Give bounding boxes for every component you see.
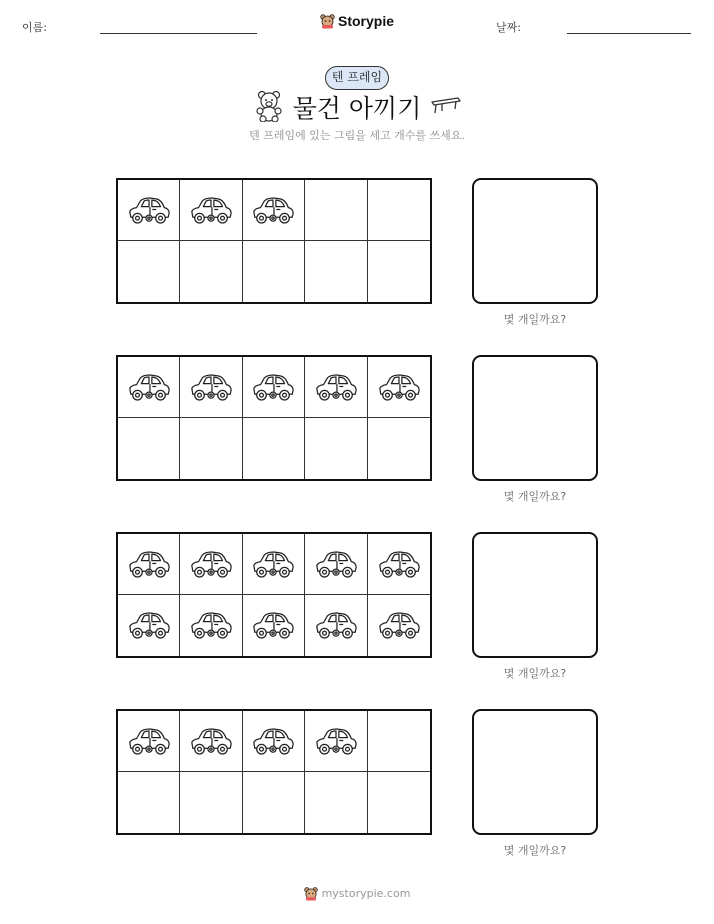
frame-cell <box>180 180 242 241</box>
frame-cell <box>118 711 180 772</box>
date-label: 날짜: <box>496 21 521 34</box>
car-icon <box>126 726 172 757</box>
bench-icon <box>430 96 462 114</box>
frame-cell <box>368 180 430 241</box>
car-icon <box>313 372 359 403</box>
frame-cell <box>180 711 242 772</box>
ten-frame <box>116 178 432 304</box>
question-label: 몇 개일까요? <box>503 490 567 503</box>
instructions: 텐 프레임에 있는 그림을 세고 개수를 쓰세요. <box>249 129 465 142</box>
answer-box[interactable] <box>472 532 598 658</box>
car-icon <box>376 372 422 403</box>
frame-cell <box>243 241 305 302</box>
answer-box[interactable] <box>472 178 598 304</box>
car-icon <box>376 549 422 580</box>
frame-cell <box>368 418 430 479</box>
frame-cell <box>305 180 367 241</box>
bear-logo-icon <box>304 886 318 901</box>
ten-frame <box>116 709 432 835</box>
frame-cell <box>243 180 305 241</box>
car-icon <box>126 195 172 226</box>
question-label: 몇 개일까요? <box>503 844 567 857</box>
frame-cell <box>368 711 430 772</box>
frame-cell <box>118 534 180 595</box>
frame-cell <box>305 772 367 833</box>
frame-cell <box>180 772 242 833</box>
car-icon <box>126 549 172 580</box>
answer-box[interactable] <box>472 355 598 481</box>
frame-cell <box>368 534 430 595</box>
bear-logo-icon <box>320 13 335 29</box>
car-icon <box>188 372 234 403</box>
frame-cell <box>368 357 430 418</box>
car-icon <box>126 610 172 641</box>
frame-cell <box>243 357 305 418</box>
frame-cell <box>368 241 430 302</box>
frame-cell <box>243 534 305 595</box>
name-label: 이름: <box>22 21 47 34</box>
frame-cell <box>243 711 305 772</box>
topic-tag: 텐 프레임 <box>325 66 389 90</box>
car-icon <box>126 372 172 403</box>
car-icon <box>188 610 234 641</box>
frame-cell <box>243 418 305 479</box>
car-icon <box>188 195 234 226</box>
car-icon <box>313 610 359 641</box>
car-icon <box>250 610 296 641</box>
frame-cell <box>305 595 367 656</box>
frame-cell <box>180 241 242 302</box>
page-title: 물건 아끼기 <box>292 94 422 123</box>
frame-cell <box>118 241 180 302</box>
frame-cell <box>118 357 180 418</box>
frame-cell <box>368 595 430 656</box>
car-icon <box>250 726 296 757</box>
frame-cell <box>118 418 180 479</box>
frame-cell <box>180 595 242 656</box>
frame-cell <box>305 534 367 595</box>
question-label: 몇 개일까요? <box>503 667 567 680</box>
frame-cell <box>305 418 367 479</box>
footer <box>0 886 714 905</box>
frame-cell <box>118 595 180 656</box>
ten-frame <box>116 532 432 658</box>
car-icon <box>376 610 422 641</box>
car-icon <box>313 549 359 580</box>
car-icon <box>188 726 234 757</box>
brand-name: Storypie <box>337 13 394 29</box>
frame-cell <box>305 711 367 772</box>
car-icon <box>250 372 296 403</box>
car-icon <box>313 726 359 757</box>
name-line[interactable] <box>100 33 257 34</box>
ten-frame <box>116 355 432 481</box>
frame-cell <box>243 595 305 656</box>
frame-cell <box>180 418 242 479</box>
answer-box[interactable] <box>472 709 598 835</box>
frame-cell <box>368 772 430 833</box>
date-line[interactable] <box>567 33 691 34</box>
frame-cell <box>180 534 242 595</box>
frame-cell <box>243 772 305 833</box>
frame-cell <box>305 357 367 418</box>
frame-cell <box>180 357 242 418</box>
car-icon <box>188 549 234 580</box>
frame-cell <box>305 241 367 302</box>
footer-url: mystorypie.com <box>321 887 411 900</box>
car-icon <box>250 195 296 226</box>
question-label: 몇 개일까요? <box>503 313 567 326</box>
frame-cell <box>118 180 180 241</box>
car-icon <box>250 549 296 580</box>
frame-cell <box>118 772 180 833</box>
brand-logo <box>0 13 714 33</box>
